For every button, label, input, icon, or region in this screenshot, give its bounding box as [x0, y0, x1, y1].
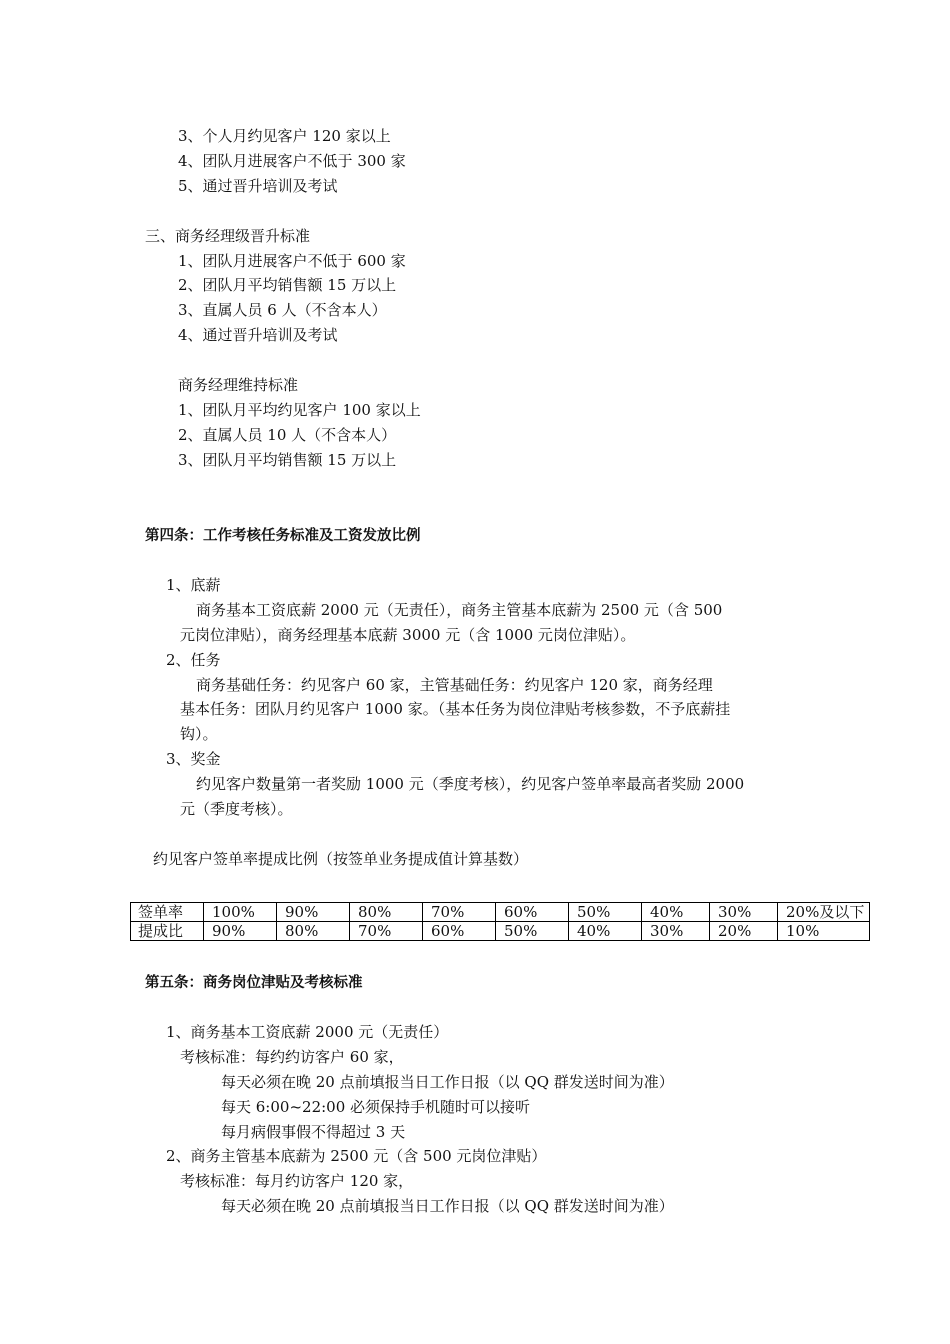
table-cell: 90%: [277, 903, 350, 922]
item-title: 1、商务基本工资底薪 2000 元（无责任）: [166, 1023, 449, 1041]
table-cell: 30%: [710, 903, 778, 922]
table-cell: 80%: [350, 903, 423, 922]
table-cell: 40%: [569, 922, 642, 941]
paragraph-line: 元岗位津贴），商务经理基本底薪 3000 元（含 1000 元岗位津贴）。: [180, 626, 636, 644]
list-item: 每天必须在晚 20 点前填报当日工作日报（以 QQ 群发送时间为准）: [221, 1073, 674, 1091]
table-cell: 100%: [204, 903, 277, 922]
table-cell: 40%: [642, 903, 710, 922]
item-title: 2、商务主管基本底薪为 2500 元（含 500 元岗位津贴）: [166, 1147, 547, 1165]
commission-table: [130, 902, 870, 941]
paragraph-line: 基本任务：团队月约见客户 1000 家。（基本任务为岗位津贴考核参数，不予底薪挂: [180, 700, 731, 718]
subsection-heading: 商务经理维持标准: [178, 376, 299, 394]
section-heading: 三、商务经理级晋升标准: [145, 227, 311, 245]
paragraph-line: 钩）。: [180, 725, 218, 743]
table-row: [131, 903, 870, 922]
table-cell: 10%: [778, 922, 870, 941]
table-cell: 30%: [642, 922, 710, 941]
paragraph-line: 考核标准：每约约访客户 60 家，: [180, 1048, 404, 1066]
table-cell: 60%: [496, 903, 569, 922]
list-item: 1、团队月平均约见客户 100 家以上: [178, 401, 421, 419]
list-item: 4、通过晋升培训及考试: [178, 326, 338, 344]
paragraph-line: 商务基础任务：约见客户 60 家，主管基础任务：约见客户 120 家，商务经理: [196, 676, 713, 694]
table-caption: 约见客户签单率提成比例（按签单业务提成值计算基数）: [153, 850, 529, 868]
table-cell: 60%: [423, 922, 496, 941]
list-item: 每天 6:00~22:00 必须保持手机随时可以接听: [221, 1098, 531, 1116]
list-item: 3、团队月平均销售额 15 万以上: [178, 451, 397, 469]
table-row-label: 签单率: [131, 903, 204, 922]
list-item: 4、团队月进展客户不低于 300 家: [178, 152, 406, 170]
list-item: 每月病假事假不得超过 3 天: [221, 1123, 406, 1141]
item-title: 1、底薪: [166, 576, 221, 594]
paragraph-line: 约见客户数量第一者奖励 1000 元（季度考核），约见客户签单率最高者奖励 2000: [196, 775, 745, 793]
list-item: 3、个人月约见客户 120 家以上: [178, 127, 391, 145]
paragraph-line: 考核标准：每月约访客户 120 家，: [180, 1172, 414, 1190]
table-cell: 90%: [204, 922, 277, 941]
list-item: 2、直属人员 10 人（不含本人）: [178, 426, 397, 444]
table-row: [131, 922, 870, 941]
table-cell: 70%: [350, 922, 423, 941]
table-cell: 20%: [710, 922, 778, 941]
paragraph-line: 商务基本工资底薪 2000 元（无责任），商务主管基本底薪为 2500 元（含 500: [196, 601, 723, 619]
table-cell: 20%及以下: [778, 903, 870, 922]
list-item: 3、直属人员 6 人（不含本人）: [178, 301, 387, 319]
table-cell: 50%: [569, 903, 642, 922]
list-item: 1、团队月进展客户不低于 600 家: [178, 252, 406, 270]
list-item: 5、通过晋升培训及考试: [178, 177, 338, 195]
article-heading: 第五条：商务岗位津贴及考核标准: [145, 975, 363, 991]
paragraph-line: 元（季度考核）。: [180, 800, 293, 818]
list-item: 每天必须在晚 20 点前填报当日工作日报（以 QQ 群发送时间为准）: [221, 1197, 674, 1215]
item-title: 3、奖金: [166, 750, 221, 768]
list-item: 2、团队月平均销售额 15 万以上: [178, 276, 397, 294]
table-cell: 70%: [423, 903, 496, 922]
table-row-label: 提成比: [131, 922, 204, 941]
table-cell: 50%: [496, 922, 569, 941]
item-title: 2、任务: [166, 651, 221, 669]
table-cell: 80%: [277, 922, 350, 941]
article-heading: 第四条：工作考核任务标准及工资发放比例: [145, 528, 421, 544]
